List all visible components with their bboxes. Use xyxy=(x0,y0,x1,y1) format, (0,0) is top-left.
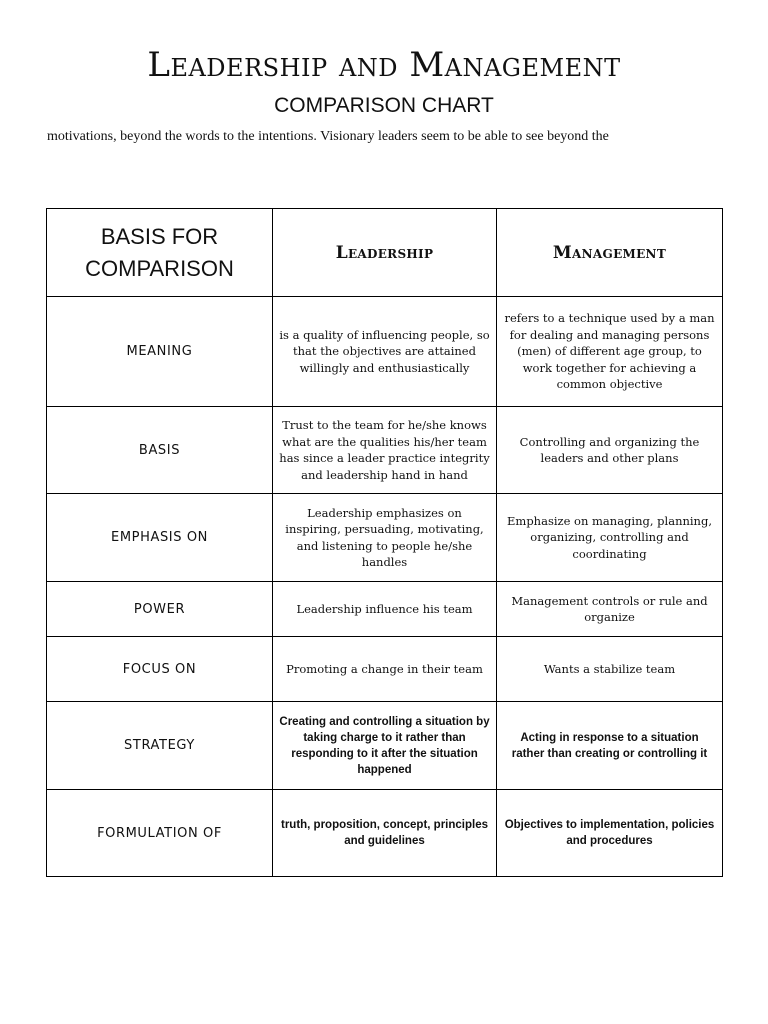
leadership-cell: Trust to the team for he/she knows what are the qualities his/her team has since a leader practice integrity and leadership hand in hand xyxy=(273,407,497,494)
comparison-table xyxy=(46,208,723,877)
table-row xyxy=(47,790,723,877)
table-row xyxy=(47,582,723,637)
table-row xyxy=(47,494,723,582)
table-row xyxy=(47,297,723,407)
table-header-row xyxy=(47,209,723,297)
table-row xyxy=(47,407,723,494)
row-label-meaning: MEANING xyxy=(47,297,273,407)
management-cell: refers to a technique used by a man for dealing and managing persons (men) of different age group, to work together for achieving a common objective xyxy=(497,297,723,407)
row-label-strategy: STRATEGY xyxy=(47,702,273,790)
leadership-cell: truth, proposition, concept, principles and guidelines xyxy=(273,790,497,877)
table-row xyxy=(47,702,723,790)
management-cell: Wants a stabilize team xyxy=(497,637,723,702)
header-management: Management xyxy=(497,209,723,297)
row-label-formulation-of: FORMULATION OF xyxy=(47,790,273,877)
table-row xyxy=(47,637,723,702)
row-label-emphasis-on: EMPHASIS ON xyxy=(47,494,273,582)
row-label-basis: BASIS xyxy=(47,407,273,494)
management-cell: Emphasize on managing, planning, organizing, controlling and coordinating xyxy=(497,494,723,582)
leadership-cell: Creating and controlling a situation by taking charge to it rather than responding to it after the situation happened xyxy=(273,702,497,790)
leadership-cell: is a quality of influencing people, so that the objectives are attained willingly and enthusiastically xyxy=(273,297,497,407)
row-label-power: POWER xyxy=(47,582,273,637)
header-leadership: Leadership xyxy=(273,209,497,297)
management-cell: Objectives to implementation, policies and procedures xyxy=(497,790,723,877)
header-basis-for-comparison: BASIS FOR COMPARISON xyxy=(47,209,273,297)
management-cell: Controlling and organizing the leaders and other plans xyxy=(497,407,723,494)
leadership-cell: Leadership influence his team xyxy=(273,582,497,637)
page-subtitle: COMPARISON CHART xyxy=(274,94,494,117)
management-cell: Acting in response to a situation rather than creating or controlling it xyxy=(497,702,723,790)
intro-text-line: motivations, beyond the words to the intentions. Visionary leaders seem to be able to see beyond the xyxy=(47,129,609,144)
leadership-cell: Leadership emphasizes on inspiring, persuading, motivating, and listening to people he/she handles xyxy=(273,494,497,582)
management-cell: Management controls or rule and organize xyxy=(497,582,723,637)
leadership-cell: Promoting a change in their team xyxy=(273,637,497,702)
page-title: Leadership and Management xyxy=(147,45,621,85)
row-label-focus-on: FOCUS ON xyxy=(47,637,273,702)
